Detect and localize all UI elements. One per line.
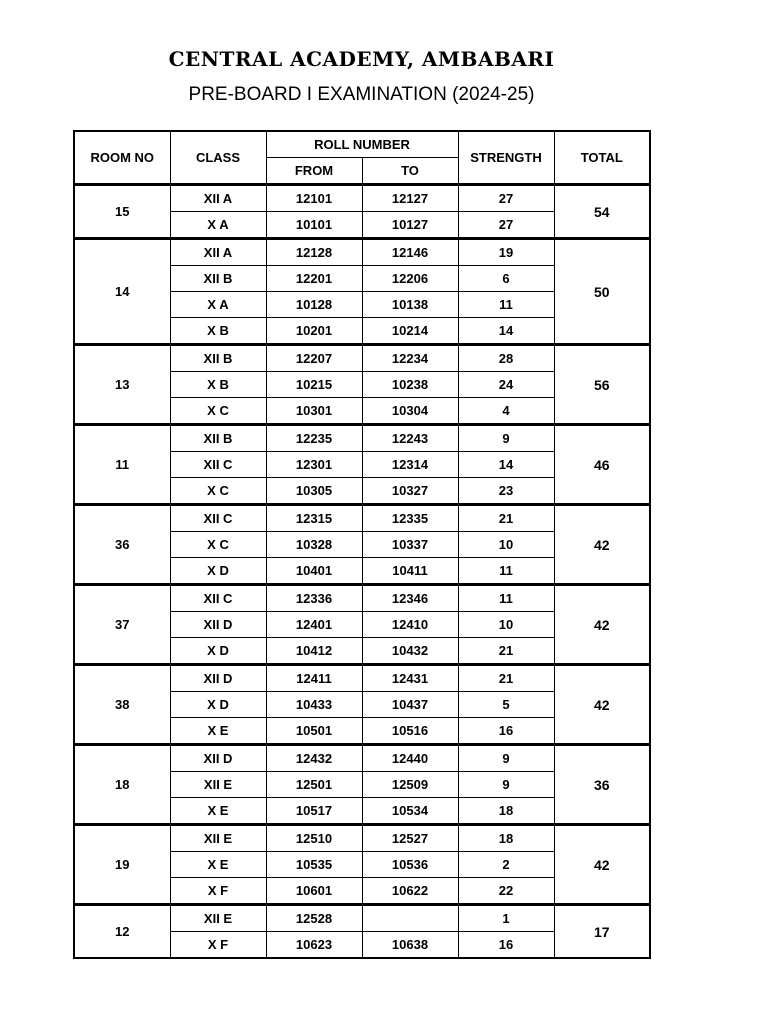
strength-cell: 9 bbox=[458, 745, 554, 772]
strength-cell: 19 bbox=[458, 239, 554, 266]
class-cell: X C bbox=[170, 532, 266, 558]
total-cell: 56 bbox=[554, 345, 650, 425]
class-cell: XII D bbox=[170, 745, 266, 772]
strength-cell: 11 bbox=[458, 292, 554, 318]
strength-cell: 14 bbox=[458, 452, 554, 478]
roll-to-cell: 12335 bbox=[362, 505, 458, 532]
strength-cell: 21 bbox=[458, 505, 554, 532]
table-row bbox=[74, 665, 650, 692]
header-strength: STRENGTH bbox=[458, 131, 554, 185]
class-cell: X E bbox=[170, 718, 266, 745]
roll-from-cell: 10101 bbox=[266, 212, 362, 239]
total-cell: 46 bbox=[554, 425, 650, 505]
room-number-cell: 36 bbox=[74, 505, 170, 585]
strength-cell: 24 bbox=[458, 372, 554, 398]
document-subtitle: PRE-BOARD I EXAMINATION (2024-25) bbox=[188, 84, 535, 105]
roll-to-cell: 10138 bbox=[362, 292, 458, 318]
header-from: FROM bbox=[266, 158, 362, 185]
roll-from-cell: 12201 bbox=[266, 266, 362, 292]
roll-to-cell: 10214 bbox=[362, 318, 458, 345]
total-cell: 42 bbox=[554, 585, 650, 665]
class-cell: XII D bbox=[170, 612, 266, 638]
room-group bbox=[74, 745, 650, 825]
strength-cell: 18 bbox=[458, 825, 554, 852]
strength-cell: 5 bbox=[458, 692, 554, 718]
roll-to-cell: 10516 bbox=[362, 718, 458, 745]
room-group bbox=[74, 585, 650, 665]
roll-to-cell: 10534 bbox=[362, 798, 458, 825]
table-row bbox=[74, 825, 650, 852]
class-cell: XII A bbox=[170, 185, 266, 212]
header-to: TO bbox=[362, 158, 458, 185]
roll-from-cell: 10623 bbox=[266, 932, 362, 959]
roll-to-cell: 10327 bbox=[362, 478, 458, 505]
class-cell: XII C bbox=[170, 505, 266, 532]
roll-to-cell: 12346 bbox=[362, 585, 458, 612]
class-cell: XII E bbox=[170, 825, 266, 852]
roll-to-cell: 12206 bbox=[362, 266, 458, 292]
table-row bbox=[74, 345, 650, 372]
strength-cell: 4 bbox=[458, 398, 554, 425]
roll-from-cell: 10215 bbox=[266, 372, 362, 398]
strength-cell: 22 bbox=[458, 878, 554, 905]
roll-to-cell: 10411 bbox=[362, 558, 458, 585]
roll-to-cell: 12314 bbox=[362, 452, 458, 478]
class-cell: X F bbox=[170, 932, 266, 959]
header-roll-number: ROLL NUMBER bbox=[266, 131, 458, 158]
class-cell: X C bbox=[170, 398, 266, 425]
strength-cell: 16 bbox=[458, 932, 554, 959]
class-cell: XII E bbox=[170, 772, 266, 798]
roll-from-cell: 10535 bbox=[266, 852, 362, 878]
class-cell: X A bbox=[170, 212, 266, 239]
roll-from-cell: 10501 bbox=[266, 718, 362, 745]
table-row bbox=[74, 185, 650, 212]
strength-cell: 23 bbox=[458, 478, 554, 505]
roll-to-cell: 10638 bbox=[362, 932, 458, 959]
room-number-cell: 19 bbox=[74, 825, 170, 905]
table-row bbox=[74, 585, 650, 612]
roll-to-cell: 10238 bbox=[362, 372, 458, 398]
roll-from-cell: 12315 bbox=[266, 505, 362, 532]
roll-from-cell: 12101 bbox=[266, 185, 362, 212]
roll-from-cell: 10412 bbox=[266, 638, 362, 665]
strength-cell: 1 bbox=[458, 905, 554, 932]
class-cell: XII B bbox=[170, 266, 266, 292]
class-cell: X F bbox=[170, 878, 266, 905]
strength-cell: 9 bbox=[458, 425, 554, 452]
roll-from-cell: 12510 bbox=[266, 825, 362, 852]
strength-cell: 11 bbox=[458, 585, 554, 612]
total-cell: 50 bbox=[554, 239, 650, 345]
strength-cell: 10 bbox=[458, 532, 554, 558]
class-cell: X B bbox=[170, 318, 266, 345]
roll-to-cell: 12234 bbox=[362, 345, 458, 372]
table-row bbox=[74, 425, 650, 452]
room-number-cell: 14 bbox=[74, 239, 170, 345]
roll-from-cell: 10128 bbox=[266, 292, 362, 318]
roll-from-cell: 10401 bbox=[266, 558, 362, 585]
class-cell: XII A bbox=[170, 239, 266, 266]
class-cell: XII C bbox=[170, 585, 266, 612]
roll-from-cell: 10328 bbox=[266, 532, 362, 558]
total-cell: 17 bbox=[554, 905, 650, 959]
strength-cell: 11 bbox=[458, 558, 554, 585]
roll-from-cell: 12401 bbox=[266, 612, 362, 638]
strength-cell: 21 bbox=[458, 665, 554, 692]
room-number-cell: 38 bbox=[74, 665, 170, 745]
table-row bbox=[74, 505, 650, 532]
roll-from-cell: 12432 bbox=[266, 745, 362, 772]
header-total: TOTAL bbox=[554, 131, 650, 185]
header-room-no: ROOM NO bbox=[74, 131, 170, 185]
strength-cell: 27 bbox=[458, 185, 554, 212]
roll-to-cell: 12431 bbox=[362, 665, 458, 692]
roll-to-cell: 12527 bbox=[362, 825, 458, 852]
class-cell: X D bbox=[170, 692, 266, 718]
roll-to-cell: 12146 bbox=[362, 239, 458, 266]
strength-cell: 6 bbox=[458, 266, 554, 292]
total-cell: 42 bbox=[554, 665, 650, 745]
roll-from-cell: 12336 bbox=[266, 585, 362, 612]
roll-from-cell: 10433 bbox=[266, 692, 362, 718]
class-cell: XII B bbox=[170, 345, 266, 372]
roll-to-cell: 10304 bbox=[362, 398, 458, 425]
room-number-cell: 15 bbox=[74, 185, 170, 239]
table-header bbox=[74, 131, 650, 185]
class-cell: X B bbox=[170, 372, 266, 398]
total-cell: 42 bbox=[554, 505, 650, 585]
class-cell: XII E bbox=[170, 905, 266, 932]
roll-from-cell: 12128 bbox=[266, 239, 362, 266]
table-row bbox=[74, 745, 650, 772]
roll-to-cell: 12440 bbox=[362, 745, 458, 772]
roll-from-cell: 10201 bbox=[266, 318, 362, 345]
room-number-cell: 13 bbox=[74, 345, 170, 425]
roll-to-cell: 10432 bbox=[362, 638, 458, 665]
room-number-cell: 37 bbox=[74, 585, 170, 665]
class-cell: X E bbox=[170, 798, 266, 825]
roll-from-cell: 10601 bbox=[266, 878, 362, 905]
total-cell: 42 bbox=[554, 825, 650, 905]
room-group bbox=[74, 825, 650, 905]
room-number-cell: 18 bbox=[74, 745, 170, 825]
room-number-cell: 11 bbox=[74, 425, 170, 505]
roll-to-cell: 12509 bbox=[362, 772, 458, 798]
room-group bbox=[74, 345, 650, 425]
strength-cell: 27 bbox=[458, 212, 554, 239]
strength-cell: 16 bbox=[458, 718, 554, 745]
roll-to-cell: 10536 bbox=[362, 852, 458, 878]
class-cell: X A bbox=[170, 292, 266, 318]
room-group bbox=[74, 425, 650, 505]
class-cell: X D bbox=[170, 558, 266, 585]
strength-cell: 10 bbox=[458, 612, 554, 638]
roll-to-cell: 10437 bbox=[362, 692, 458, 718]
roll-from-cell: 10305 bbox=[266, 478, 362, 505]
roll-to-cell: 10127 bbox=[362, 212, 458, 239]
roll-from-cell: 12411 bbox=[266, 665, 362, 692]
room-number-cell: 12 bbox=[74, 905, 170, 959]
strength-cell: 2 bbox=[458, 852, 554, 878]
roll-from-cell: 12301 bbox=[266, 452, 362, 478]
seating-table bbox=[73, 130, 651, 959]
table-row bbox=[74, 905, 650, 932]
document-title: CENTRAL ACADEMY, AMBABARI bbox=[168, 47, 555, 71]
roll-to-cell: 12243 bbox=[362, 425, 458, 452]
roll-to-cell bbox=[362, 905, 458, 932]
roll-from-cell: 12235 bbox=[266, 425, 362, 452]
class-cell: XII C bbox=[170, 452, 266, 478]
total-cell: 36 bbox=[554, 745, 650, 825]
header-class: CLASS bbox=[170, 131, 266, 185]
room-group bbox=[74, 505, 650, 585]
room-group bbox=[74, 665, 650, 745]
class-cell: XII B bbox=[170, 425, 266, 452]
strength-cell: 18 bbox=[458, 798, 554, 825]
room-group bbox=[74, 185, 650, 239]
class-cell: X E bbox=[170, 852, 266, 878]
room-group bbox=[74, 905, 650, 959]
class-cell: X C bbox=[170, 478, 266, 505]
strength-cell: 28 bbox=[458, 345, 554, 372]
roll-from-cell: 10301 bbox=[266, 398, 362, 425]
roll-from-cell: 10517 bbox=[266, 798, 362, 825]
table-row bbox=[74, 239, 650, 266]
strength-cell: 14 bbox=[458, 318, 554, 345]
roll-from-cell: 12207 bbox=[266, 345, 362, 372]
roll-from-cell: 12501 bbox=[266, 772, 362, 798]
roll-to-cell: 10337 bbox=[362, 532, 458, 558]
strength-cell: 9 bbox=[458, 772, 554, 798]
strength-cell: 21 bbox=[458, 638, 554, 665]
total-cell: 54 bbox=[554, 185, 650, 239]
class-cell: X D bbox=[170, 638, 266, 665]
roll-from-cell: 12528 bbox=[266, 905, 362, 932]
roll-to-cell: 10622 bbox=[362, 878, 458, 905]
roll-to-cell: 12410 bbox=[362, 612, 458, 638]
roll-to-cell: 12127 bbox=[362, 185, 458, 212]
class-cell: XII D bbox=[170, 665, 266, 692]
room-group bbox=[74, 239, 650, 345]
